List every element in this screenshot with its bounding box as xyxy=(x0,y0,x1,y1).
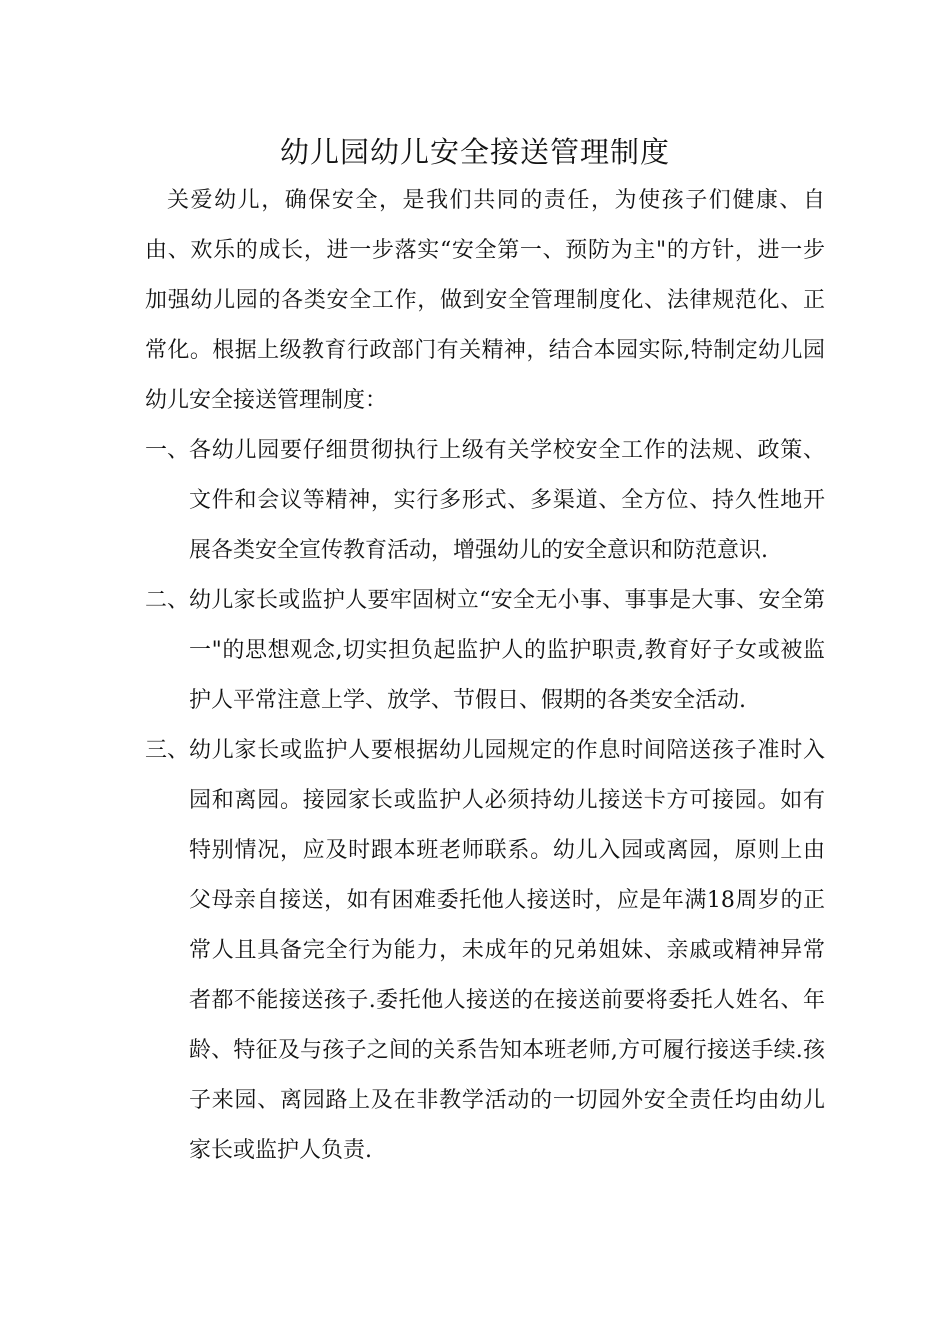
item-number: 三、 xyxy=(145,738,190,763)
item-text: 幼儿家长或监护人要根据幼儿园规定的作息时间陪送孩子准时入园和离园。接园家长或监护人必须持幼儿接送卡方可接园。如有特别情况，应及时跟本班老师联系。幼儿入园或离园，原则上由父母亲自接送，如有困难委托他人接送时，应是年满18周岁的正常人且具备完全行为能力，未成年的兄弟姐妹、亲戚或精神异常者都不能接送孩子.委托他人接送的在接送前要将委托人姓名、年龄、特征及与孩子之间的关系告知本班老师,方可履行接送手续.孩子来园、离园路上及在非教学活动的一切园外安全责任均由幼儿家长或监护人负责. xyxy=(189,738,825,1163)
list-item xyxy=(145,726,825,1176)
list-item xyxy=(145,426,825,576)
intro-paragraph: 关爱幼儿，确保安全，是我们共同的责任，为使孩子们健康、自由、欢乐的成长，进一步落实“安全第一、预防为主"的方针，进一步加强幼儿园的各类安全工作，做到安全管理制度化、法律规范化、正常化。根据上级教育行政部门有关精神，结合本园实际,特制定幼儿园幼儿安全接送管理制度： xyxy=(145,188,825,413)
item-number: 一、 xyxy=(145,438,190,463)
item-text: 幼儿家长或监护人要牢固树立“安全无小事、事事是大事、安全第一"的思想观念,切实担负起监护人的监护职责,教育好子女或被监护人平常注意上学、放学、节假日、假期的各类安全活动. xyxy=(189,588,825,713)
document-body xyxy=(145,176,825,1176)
item-number: 二、 xyxy=(145,588,190,613)
document-title: 幼儿园幼儿安全接送管理制度 xyxy=(279,135,670,169)
list-item xyxy=(145,576,825,726)
item-text: 各幼儿园要仔细贯彻执行上级有关学校安全工作的法规、政策、文件和会议等精神，实行多形式、多渠道、全方位、持久性地开展各类安全宣传教育活动，增强幼儿的安全意识和防范意识. xyxy=(189,438,825,563)
